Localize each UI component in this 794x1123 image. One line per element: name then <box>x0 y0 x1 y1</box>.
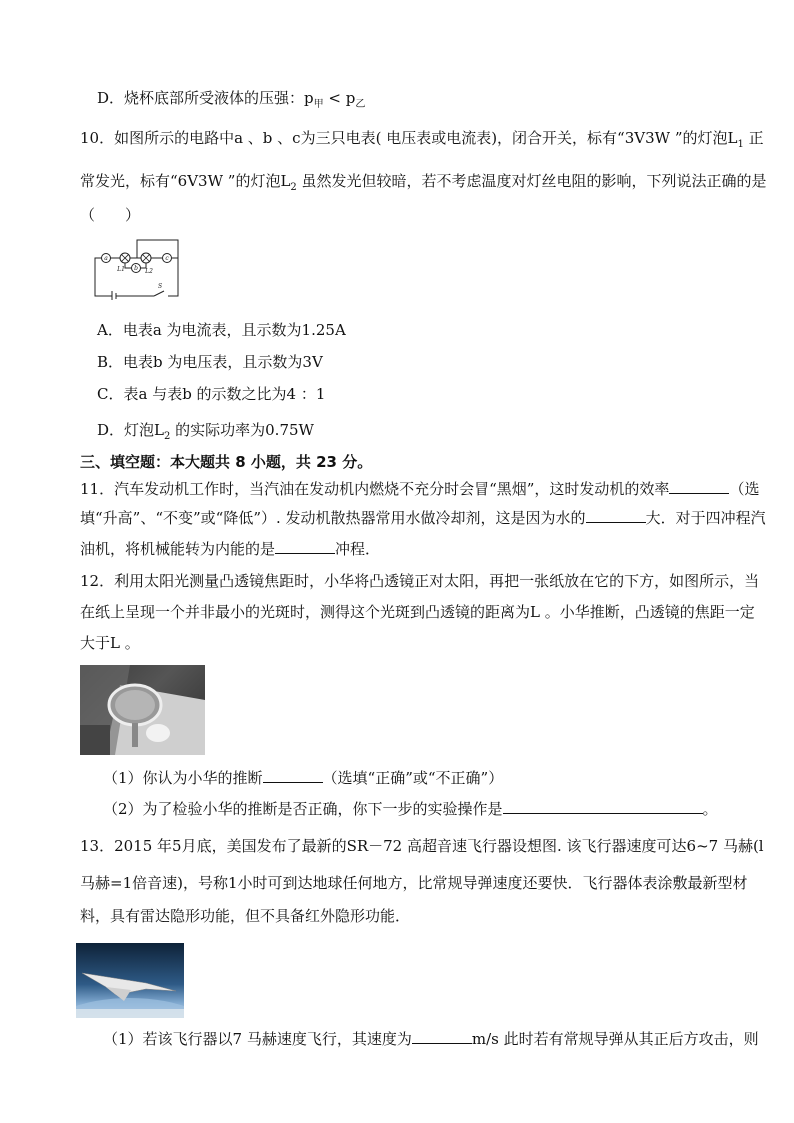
lens-photo <box>80 665 205 755</box>
q13-line1: 13．2015 年5月底，美国发布了最新的SR－72 高超音速飞行器设想图. 该飞行器速度可达6~7 马赫(l <box>80 837 764 855</box>
q11-line2: 填“升高”、“不变”或“降低”）. 发动机散热器常用水做冷却剂，这是因为水的 大．对于四冲程汽 <box>80 509 766 527</box>
lamp-l1-label: L1 <box>117 266 125 273</box>
q11-line3: 油机，将机械能转为内能的是 冲程． <box>80 540 381 558</box>
q12-line2: 在纸上呈现一个并非最小的光斑时，测得这个光斑到凸透镜的距离为L 。小华推断，凸透镜的焦距一定 <box>80 603 755 621</box>
q12-sub2: （2）为了检验小华的推断是否正确，你下一步的实验操作是 。 <box>103 800 718 818</box>
q12-line1: 12．利用太阳光测量凸透镜焦距时，小华将凸透镜正对太阳，再把一张纸放在它的下方，如图所示，当 <box>80 572 760 590</box>
q9-option-d: D．烧杯底部所受液体的压强：$p_甲 < p_乙$ <box>97 89 366 110</box>
q13-sub1: （1）若该飞行器以7 马赫速度飞行，其速度为 m/s 此时若有常规导弹从其正后方攻击，则 <box>103 1030 759 1048</box>
q13-line3: 料，具有雷达隐形功能，但不具备红外隐形功能． <box>80 907 411 925</box>
q10-stem-line2: 常发光，标有“6V3W ”的灯泡$L_2$ 虽然发光但较暗，若不考虑温度对灯丝电阻的影响，下列说法正确的是 <box>80 172 767 193</box>
lamp-l2-label: L2 <box>145 268 153 275</box>
switch-label: S <box>157 283 163 290</box>
q10-circuit-diagram <box>92 236 182 300</box>
q11-line1: 11．汽车发动机工作时，当汽油在发动机内燃烧不充分时会冒“黑烟”，这时发动机的效率 （选 <box>80 480 760 498</box>
section-title: 三、填空题：本大题共 8 小题，共 23 分。 <box>80 453 373 471</box>
q10-option-b: B．电表b 为电压表，且示数为3V <box>97 353 323 371</box>
q10-option-d: D．灯泡$L_2$ 的实际功率为0.75W <box>97 421 314 442</box>
q10-stem-line3: （ ） <box>80 206 141 224</box>
q10-stem-line1: 10．如图所示的电路中a 、b 、c为三只电表( 电压表或电流表)，闭合开关，标有“3V3W ”的灯泡$L_1$ 正 <box>80 129 764 150</box>
q10-option-c: C．表a 与表b 的示数之比为4 ：1 <box>97 385 326 403</box>
meter-b-label: b <box>134 265 138 272</box>
meter-a-label: a <box>104 255 108 262</box>
q12-sub1: （1）你认为小华的推断 （选填“正确”或“不正确”） <box>103 769 504 787</box>
meter-c-label: c <box>165 255 169 262</box>
q10-option-a: A．电表a 为电流表，且示数为1.25A <box>97 321 346 339</box>
q12-line3: 大于L 。 <box>80 634 140 652</box>
aircraft-photo <box>76 943 184 1018</box>
q13-line2: 马赫=1倍音速)，号称1小时可到达地球任何地方，比常规导弹速度还要快．飞行器体表涂敷最新型材 <box>80 874 748 892</box>
